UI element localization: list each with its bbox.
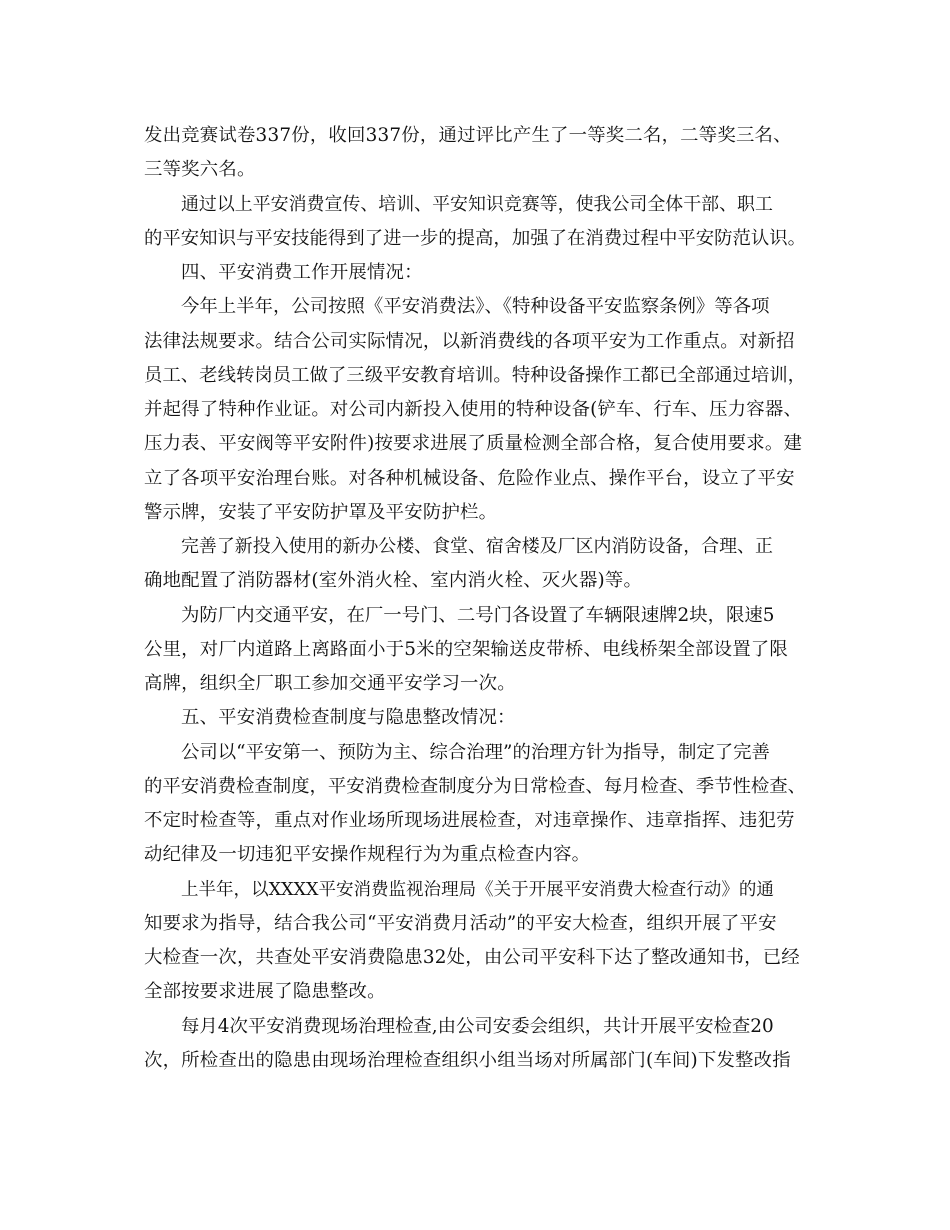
text-line: 压力表、平安阀等平安附件)按要求进展了质量检测全部合格，复合使用要求。建 [144, 433, 803, 455]
text-line: 的平安消费检查制度，平安消费检查制度分为日常检查、每月检查、季节性检查、 [144, 775, 807, 797]
text-line: 上半年，以XXXX平安消费监视治理局《关于开展平安消费大检查行动》的通 [181, 879, 774, 900]
text-line: 通过以上平安消费宣传、培训、平安知识竞赛等，使我公司全体干部、职工 [181, 193, 773, 215]
text-line: 全部按要求进展了隐患整改。 [144, 981, 386, 1003]
text-line: 法律法规要求。结合公司实际情况，以新消费线的各项平安为工作重点。对新招 [144, 330, 795, 352]
text-line: 每月4次平安消费现场治理检查,由公司安委会组织，共计开展平安检查20 [181, 1015, 774, 1037]
text-line: 的平安知识与平安技能得到了进一步的提高，加强了在消费过程中平安防范认识。 [144, 227, 807, 249]
text-line: 今年上半年，公司按照《平安消费法》、《特种设备平安监察条例》等各项 [181, 296, 770, 318]
text-line: 不定时检查等，重点对作业场所现场进展检查，对违章操作、违章指挥、违犯劳 [144, 810, 795, 831]
text-line: 员工、老线转岗员工做了三级平安教育培训。特种设备操作工都已全部通过培训， [144, 364, 807, 386]
text-line: 动纪律及一切违犯平安操作规程行为为重点检查内容。 [144, 844, 591, 866]
text-line: 公司以“平安第一、预防为主、综合治理”的治理方针为指导，制定了完善 [181, 741, 770, 763]
text-line: 五、平安消费检查制度与隐患整改情况： [181, 707, 516, 729]
text-line: 完善了新投入使用的新办公楼、食堂、宿舍楼及厂区内消防设备，合理、正 [181, 536, 773, 557]
text-line: 四、平安消费工作开展情况： [181, 262, 423, 283]
document-body [144, 119, 812, 1078]
text-line: 三等奖六名。 [144, 159, 256, 181]
text-line: 公里，对厂内道路上离路面小于5米的空架输送皮带桥、电线桥架全部设置了限 [144, 638, 788, 660]
text-line: 高牌，组织全厂职工参加交通平安学习一次。 [144, 673, 516, 694]
text-line: 警示牌，安装了平安防护罩及平安防护栏。 [144, 501, 498, 523]
text-line: 立了各项平安治理台账。对各种机械设备、危险作业点、操作平台，设立了平安 [144, 467, 795, 489]
text-line: 发出竞赛试卷337份，收回337份，通过评比产生了一等奖二名，二等奖三名、 [144, 125, 792, 146]
text-line: 并起得了特种作业证。对公司内新投入使用的特种设备(铲车、行车、压力容器、 [144, 399, 803, 420]
text-line: 大检查一次，共查处平安消费隐患32处，由公司平安科下达了整改通知书，已经 [144, 947, 800, 968]
text-line: 次，所检查出的隐患由现场治理检查组织小组当场对所属部门(车间)下发整改指 [144, 1049, 791, 1071]
text-line: 确地配置了消防器材(室外消火栓、室内消火栓、灭火器)等。 [144, 570, 643, 592]
text-line: 知要求为指导，结合我公司“平安消费月活动”的平安大检查，组织开展了平安 [144, 912, 777, 934]
text-line: 为防厂内交通平安，在厂一号门、二号门各设置了车辆限速牌2块，限速5 [181, 604, 775, 626]
